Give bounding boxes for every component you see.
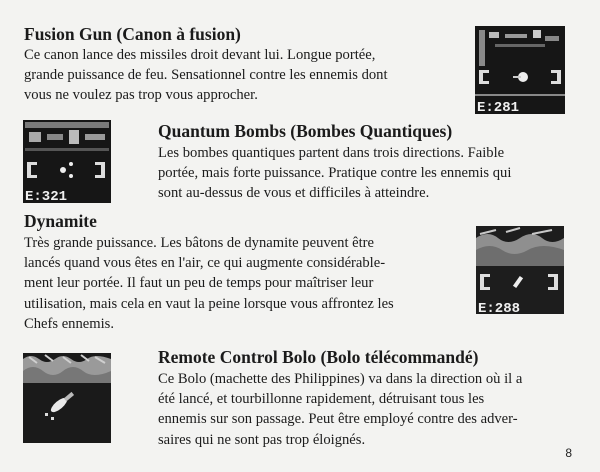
quantum-bombs-description bbox=[158, 143, 511, 204]
fusion-gun-counter: E:281 bbox=[477, 100, 520, 114]
dynamite-line-4: utilisation, mais cela en vaut la peine lorsque vous affrontez les bbox=[24, 295, 394, 312]
fusion-gun-description bbox=[24, 45, 388, 106]
remote-bolo-title: Remote Control Bolo (Bolo télécommandé) bbox=[158, 347, 479, 367]
remote-bolo-line-2: été lancé, et tourbillonne rapidement, détruisant tous les bbox=[158, 391, 485, 408]
fusion-gun-line-3: vous ne voulez pas trop vous approcher. bbox=[24, 87, 258, 104]
fusion-gun-line-1: Ce canon lance des missiles droit devant lui. Longue portée, bbox=[24, 47, 376, 63]
quantum-bombs-line-3: sont au-dessus de vous et difficiles à atteindre. bbox=[158, 185, 430, 202]
dynamite-description bbox=[24, 233, 394, 334]
quantum-bombs-line-2: portée, mais forte puissance. Pratique contre les ennemis qui bbox=[158, 165, 512, 182]
fusion-gun-line-2: grande puissance de feu. Sensationnel contre les ennemis dont bbox=[24, 67, 388, 84]
remote-bolo-line-4: saires qui ne sont pas trop éloignés. bbox=[158, 431, 366, 448]
page-number: 8 bbox=[565, 446, 572, 460]
remote-bolo-screenshot bbox=[23, 353, 111, 443]
quantum-bombs-title: Quantum Bombs (Bombes Quantiques) bbox=[158, 121, 453, 141]
remote-bolo-line-1: Ce Bolo (machette des Philippines) va dans la direction où il a bbox=[158, 371, 523, 387]
dynamite-line-1: Très grande puissance. Les bâtons de dynamite peuvent être bbox=[24, 235, 375, 251]
dynamite-line-2: lancés quand vous êtes en l'air, ce qui augmente considérable- bbox=[24, 255, 386, 272]
fusion-gun-title: Fusion Gun (Canon à fusion) bbox=[24, 24, 241, 44]
dynamite-screenshot bbox=[476, 226, 564, 314]
quantum-bombs-screenshot bbox=[23, 120, 111, 203]
dynamite-line-5: Chefs ennemis. bbox=[24, 315, 114, 332]
remote-bolo-line-3: ennemis sur son passage. Peut être employé contre des adver- bbox=[158, 411, 518, 428]
dynamite-counter: E:288 bbox=[478, 301, 521, 314]
dynamite-line-3: ment leur portée. Il faut un peu de temps pour maîtriser leur bbox=[24, 275, 374, 292]
fusion-gun-screenshot bbox=[475, 26, 565, 114]
remote-bolo-description bbox=[158, 369, 522, 450]
quantum-bombs-counter: E:321 bbox=[25, 189, 68, 203]
dynamite-title: Dynamite bbox=[24, 211, 97, 231]
quantum-bombs-line-1: Les bombes quantiques partent dans trois directions. Faible bbox=[158, 145, 505, 161]
